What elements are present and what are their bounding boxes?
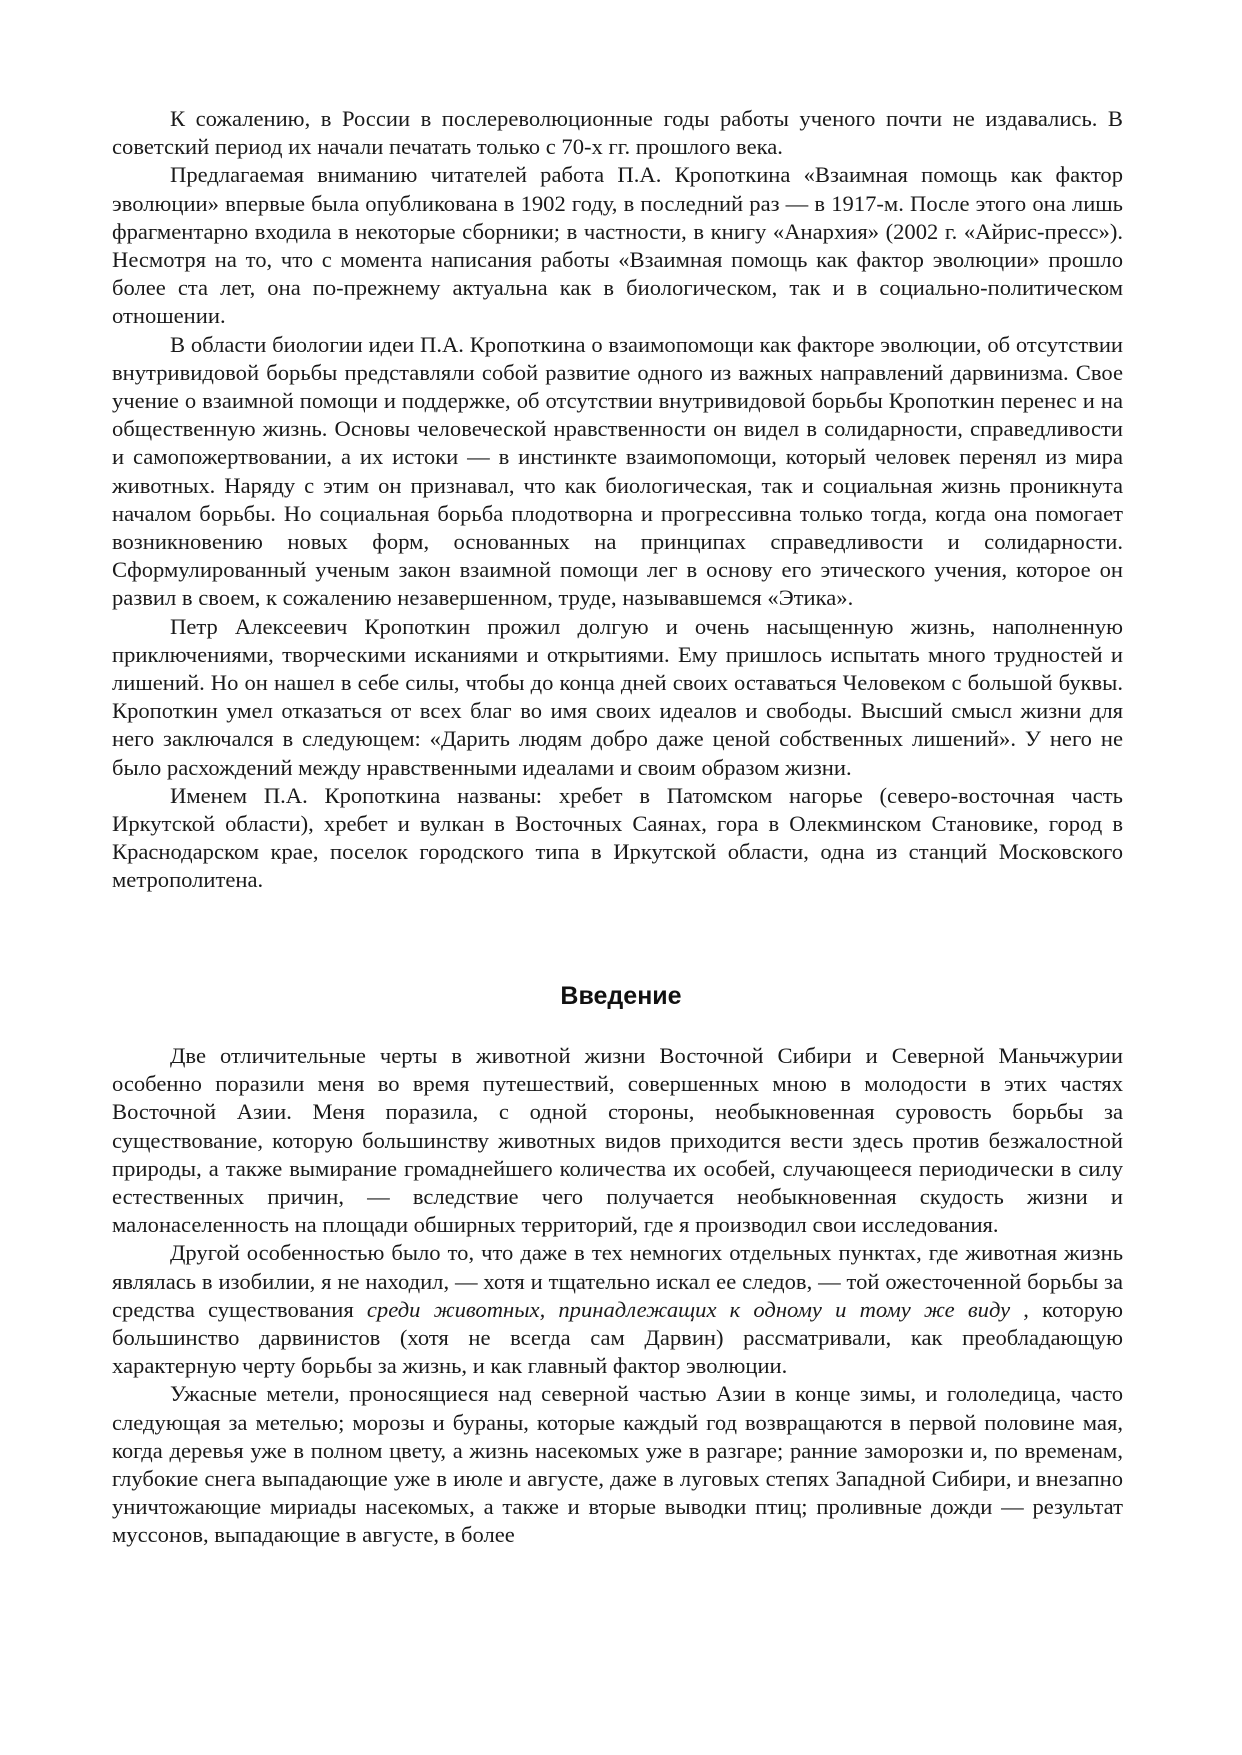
paragraph: В области биологии идеи П.А. Кропоткина о взаимопомощи как факторе эволюции, об отсутствии внутривидовой борьбы представляли собой развитие одного из важных направлений дарвинизма. Свое учение о взаимной помощи и поддержке, об отсутствии внутривидовой борьбы Кропоткин перенес и на общественную жизнь. Основы человеческой нравственности он видел в солидарности, справедливости и самопожертвовании, а их истоки — в инстинкте взаимопомощи, который человек перенял из мира животных. Наряду с этим он признавал, что как биологическая, так и социальная жизнь проникнута началом борьбы. Но социальная борьба плодотворна и прогрессивна только тогда, когда она помогает возникновению новых форм, основанных на принципах справедливости и солидарности. Сформулированный ученым закон взаимной помощи лег в основу его этического учения, которое он развил в своем, к сожалению незавершенном, труде, называвшемся «Этика». (112, 331, 1123, 611)
foreword-text (112, 105, 1123, 895)
paragraph: Именем П.А. Кропоткина названы: хребет в Патомском нагорье (северо-восточная часть Иркутской области), хребет и вулкан в Восточных Саянах, гора в Олекминском Становике, город в Краснодарском крае, поселок городского типа в Иркутской области, одна из станций Московского метрополитена. (112, 782, 1123, 893)
paragraph: Ужасные метели, проносящиеся над северной частью Азии в конце зимы, и гололедица, часто следующая за метелью; морозы и бураны, которые каждый год возвращаются в первой половине мая, когда деревья уже в полном цвету, а жизнь насекомых уже в разгаре; ранние заморозки и, по временам, глубокие снега выпадающие уже в июле и августе, даже в луговых степях Западной Сибири, и внезапно уничтожающие мириады насекомых, а также и вторые выводки птиц; проливные дожди — результат муссонов, выпадающие в августе, в более (112, 1381, 1123, 1548)
introduction-text (112, 1042, 1123, 1550)
paragraph-text: , которую большинство дарвинистов (хотя не всегда сам Дарвин) рассматривали, как преобладающую характерную черту борьбы за жизнь, и как главный фактор эволюции. (112, 1296, 1123, 1379)
paragraph: К сожалению, в России в послереволюционные годы работы ученого почти не издавались. В советский период их начали печатать только с 70-х гг. прошлого века. (112, 106, 1123, 160)
paragraph: Предлагаемая вниманию читателей работа П.А. Кропоткина «Взаимная помощь как фактор эволюции» впервые была опубликована в 1902 году, в последний раз — в 1917-м. После этого она лишь фрагментарно входила в некоторые сборники; в частности, в книгу «Анархия» (2002 г. «Айрис-пресс»). Несмотря на то, что с момента написания работы «Взаимная помощь как фактор эволюции» прошло более ста лет, она по-прежнему актуальна как в биологическом, так и в социально-политическом отношении. (112, 162, 1123, 329)
paragraph: Петр Алексеевич Кропоткин прожил долгую и очень насыщенную жизнь, наполненную приключениями, творческими исканиями и открытиями. Ему пришлось испытать много трудностей и лишений. Но он нашел в себе силы, чтобы до конца дней своих оставаться Человеком с большой буквы. Кропоткин умел отказаться от всех благ во имя своих идеалов и свободы. Высший смысл жизни для него заключался в следующем: «Дарить людям добро даже ценой собственных лишений». У него не было расхождений между нравственными идеалами и своим образом жизни. (112, 613, 1123, 780)
paragraph: Две отличительные черты в животной жизни Восточной Сибири и Северной Маньчжурии особенно поразили меня во время путешествий, совершенных мною в молодости в этих частях Восточной Азии. Меня поразила, с одной стороны, необыкновенная суровость борьбы за существование, которую большинству животных видов приходится вести здесь против безжалостной природы, а также вымирание громаднейшего количества их особей, случающееся периодически в силу естественных причин, — вследствие чего получается необыкновенная скудость жизни и малонаселенность на площади обширных территорий, где я производил свои исследования. (112, 1043, 1123, 1238)
paragraph-text: Другой особенностью было то, что даже в тех немногих отдельных пунктах, где животная жизнь являлась в изобилии, я не находил, — хотя и тщательно искал ее следов, — той ожесточенной борьбы за средства существования (112, 1240, 1123, 1322)
italic-emphasis: среди животных, принадлежащих к одному и тому же виду (366, 1296, 1011, 1322)
section-heading: Введение (560, 982, 682, 1010)
paragraph (112, 1239, 1123, 1380)
